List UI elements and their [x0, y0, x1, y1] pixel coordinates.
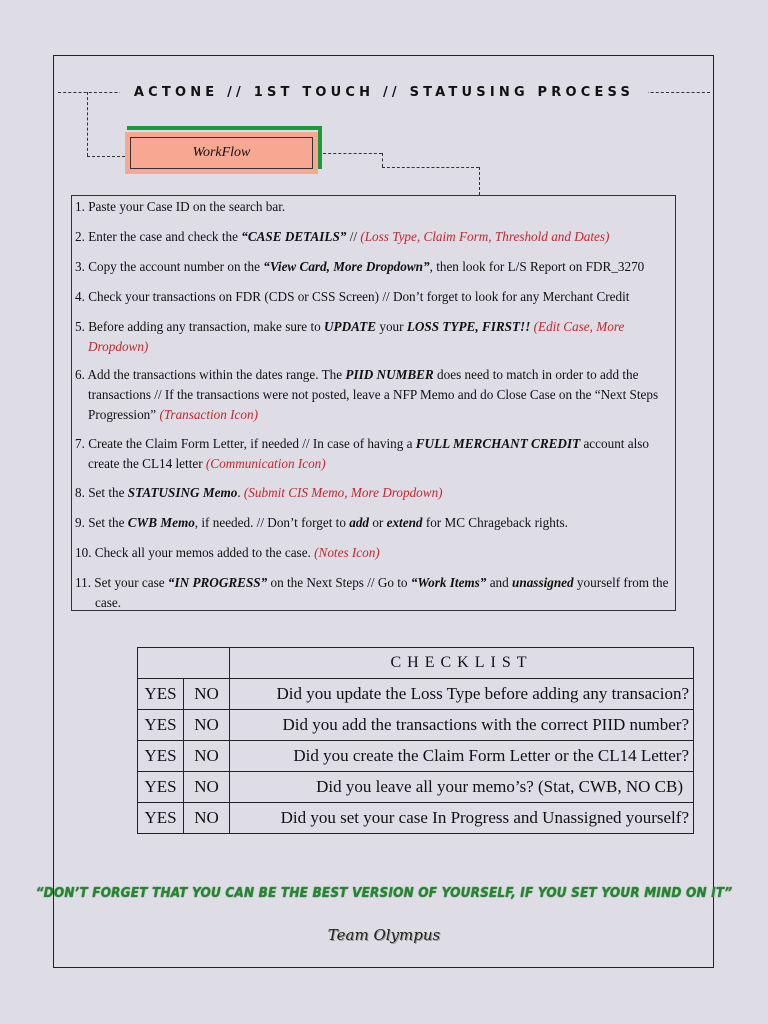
workflow-label: WorkFlow	[130, 137, 313, 169]
checklist-header-blank	[138, 648, 230, 679]
step-5: 5. Before adding any transaction, make sure to UPDATE your LOSS TYPE, FIRST!! (Edit Case, More Dropdown)	[75, 319, 625, 354]
yes-cell[interactable]: YES	[138, 710, 184, 741]
motivational-quote: “DON’T FORGET THAT YOU CAN BE THE BEST VERSION OF YOURSELF, IF YOU SET YOUR MIND ON IT”	[35, 886, 733, 901]
checklist-header-row	[138, 648, 694, 679]
table-row	[138, 803, 694, 834]
step-3: 3. Copy the account number on the “View Card, More Dropdown”, then look for L/S Report on FDR_3270	[75, 259, 645, 274]
checklist-question: Did you create the Claim Form Letter or the CL14 Letter?	[230, 741, 694, 772]
step-2: 2. Enter the case and check the “CASE DETAILS” // (Loss Type, Claim Form, Threshold and Dates)	[75, 229, 610, 244]
checklist-question: Did you update the Loss Type before adding any transacion?	[230, 679, 694, 710]
step-8: 8. Set the STATUSING Memo. (Submit CIS Memo, More Dropdown)	[75, 485, 443, 500]
workflow-box	[125, 132, 318, 174]
connector-right-horizontal-1	[318, 153, 382, 154]
page-title: ACTONE // 1ST TOUCH // STATUSING PROCESS	[0, 85, 768, 100]
step-4: 4. Check your transactions on FDR (CDS or CSS Screen) // Don’t forget to look for any Merchant Credit	[75, 289, 630, 304]
connector-left-horizontal	[87, 156, 125, 157]
step-7: 7. Create the Claim Form Letter, if needed // In case of having a FULL MERCHANT CREDIT account also create the CL14 letter (Communication Icon)	[75, 436, 649, 471]
yes-cell[interactable]: YES	[138, 679, 184, 710]
team-signature: Team Olympus	[327, 926, 441, 944]
no-cell[interactable]: NO	[184, 803, 230, 834]
checklist-table	[137, 647, 694, 834]
step-11: 11. Set your case “IN PROGRESS” on the Next Steps // Go to “Work Items” and unassigned yourself from the case.	[75, 575, 669, 610]
step-9: 9. Set the CWB Memo, if needed. // Don’t forget to add or extend for MC Chrageback rights.	[75, 515, 568, 530]
table-row	[138, 741, 694, 772]
no-cell[interactable]: NO	[184, 710, 230, 741]
step-6: 6. Add the transactions within the dates range. The PIID NUMBER does need to match in order to add the transactions // If the transactions were not posted, leave a NFP Memo and do Close Case on the “Next Steps Progression” (Transaction Icon)	[75, 367, 659, 422]
no-cell[interactable]: NO	[184, 741, 230, 772]
checklist-question: Did you leave all your memo’s? (Stat, CWB, NO CB)	[230, 772, 694, 803]
no-cell[interactable]: NO	[184, 772, 230, 803]
step-1: 1. Paste your Case ID on the search bar.	[75, 199, 286, 214]
connector-right-vertical-1	[382, 153, 383, 167]
table-row	[138, 772, 694, 803]
table-row	[138, 679, 694, 710]
yes-cell[interactable]: YES	[138, 741, 184, 772]
checklist-title: CHECKLIST	[230, 648, 694, 679]
connector-right-vertical-2	[479, 167, 480, 195]
yes-cell[interactable]: YES	[138, 803, 184, 834]
connector-left-vertical	[87, 92, 88, 156]
no-cell[interactable]: NO	[184, 679, 230, 710]
yes-cell[interactable]: YES	[138, 772, 184, 803]
connector-right-horizontal-2	[382, 167, 479, 168]
table-row	[138, 710, 694, 741]
step-10: 10. Check all your memos added to the case. (Notes Icon)	[75, 545, 380, 560]
checklist-question: Did you add the transactions with the correct PIID number?	[230, 710, 694, 741]
checklist-question: Did you set your case In Progress and Unassigned yourself?	[230, 803, 694, 834]
steps-list	[71, 195, 676, 611]
